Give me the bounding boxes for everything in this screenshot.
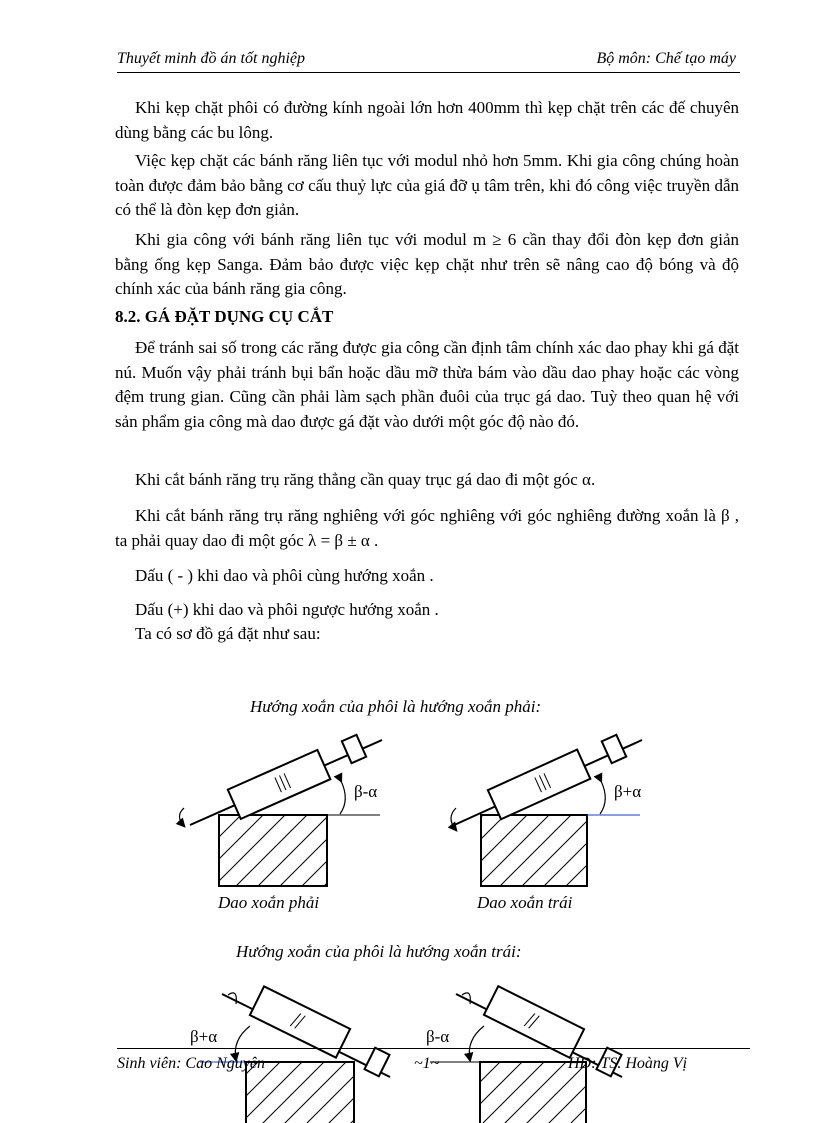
arbor-nut (365, 1048, 390, 1077)
rotation-arrow (451, 808, 456, 830)
footer-page-number: ~1~ (414, 1055, 440, 1072)
angle-label-top-left: β-α (354, 782, 378, 801)
label-cutter-left: Dao xoắn trái (477, 893, 573, 912)
hob-cutter (488, 750, 590, 820)
angle-label-bottom-left: β+α (190, 1027, 218, 1046)
paragraph-helical-gear: Khi cắt bánh răng trụ răng nghiêng với góc nghiêng với góc nghiêng đường xoắn là β , ta phải quay dao đi một góc λ = β ± α . (115, 506, 739, 550)
paragraph-clamping-large-module: Khi gia công với bánh răng liên tục với modul m ≥ 6 cần thay đổi đòn kẹp đơn giản bằng ống kẹp Sanga. Đảm bảo được việc kẹp chặt như trên sẽ nâng cao độ bóng và độ chính xác của bánh răng gia công. (115, 230, 739, 298)
header-department: Bộ môn: Chế tạo máy (596, 50, 736, 67)
footer-rule (117, 1048, 750, 1049)
footer-advisor: HD: TS. Hoàng Vị (568, 1055, 688, 1072)
angle-arc (469, 1026, 484, 1060)
angle-arc (600, 781, 605, 814)
caption-right-helix: Hướng xoắn của phôi là hướng xoắn phải: (250, 697, 542, 716)
angle-label-bottom-right: β-α (426, 1027, 450, 1046)
paragraph-clamping-large: Khi kẹp chặt phôi có đường kính ngoài lớn hơn 400mm thì kẹp chặt trên các đế chuyên dùng bằng các bu lông. (115, 98, 739, 142)
paragraph-cutter-setup: Để tránh sai số trong các răng được gia công cần định tâm chính xác dao phay khi gá đặt nú. Muốn vậy phải tránh bụi bẩn hoặc dầu mỡ thừa bám vào dầu dao phay hoặc các vòng đệm trung gian. Cũng cần phải làm sạch phần đuôi của trục gá dao. Tuỳ theo quan hệ với sản phẩm gia công mà dao được gá đặt vào dưới một góc độ nào đó. (115, 338, 739, 431)
paragraph-clamping-small-module: Việc kẹp chặt các bánh răng liên tục với modul nhỏ hơn 5mm. Khi gia công chúng hoàn toàn được đảm bảo bằng cơ cấu thuỷ lực của giá đỡ ụ tâm trên, khi đó công việc truyền dẫn có thể là đòn kẹp đơn giản. (115, 151, 739, 219)
angle-label-top-right: β+α (614, 782, 642, 801)
hob-cutter (228, 750, 331, 819)
workpiece-block (219, 815, 327, 886)
hob-cutter (250, 986, 350, 1057)
section-heading: 8.2. GÁ ĐẶT DỤNG CỤ CẮT (115, 307, 334, 326)
line-spur-gear: Khi cắt bánh răng trụ răng thẳng cần quay trục gá dao đi một góc α. (135, 470, 596, 489)
setup-top-right (451, 735, 642, 886)
setup-top-left (180, 735, 383, 886)
arbor-nut (342, 735, 366, 763)
line-sign-minus: Dấu ( - ) khi dao và phôi cùng hướng xoắn . (135, 566, 434, 585)
workpiece-block (481, 815, 587, 886)
angle-arc (340, 781, 345, 814)
footer-student: Sinh viên: Cao Nguyên (117, 1055, 265, 1072)
line-sign-plus: Dấu (+) khi dao và phôi ngược hướng xoắn . (135, 600, 439, 619)
header-document-title: Thuyết minh đồ án tốt nghiệp (117, 50, 305, 67)
rotation-arrow (180, 808, 185, 826)
caption-left-helix: Hướng xoắn của phôi là hướng xoắn trái: (236, 942, 522, 961)
line-diagram-intro: Ta có sơ đồ gá đặt như sau: (135, 624, 321, 643)
label-cutter-right: Dao xoắn phải (218, 893, 320, 912)
arbor-nut (602, 735, 626, 763)
